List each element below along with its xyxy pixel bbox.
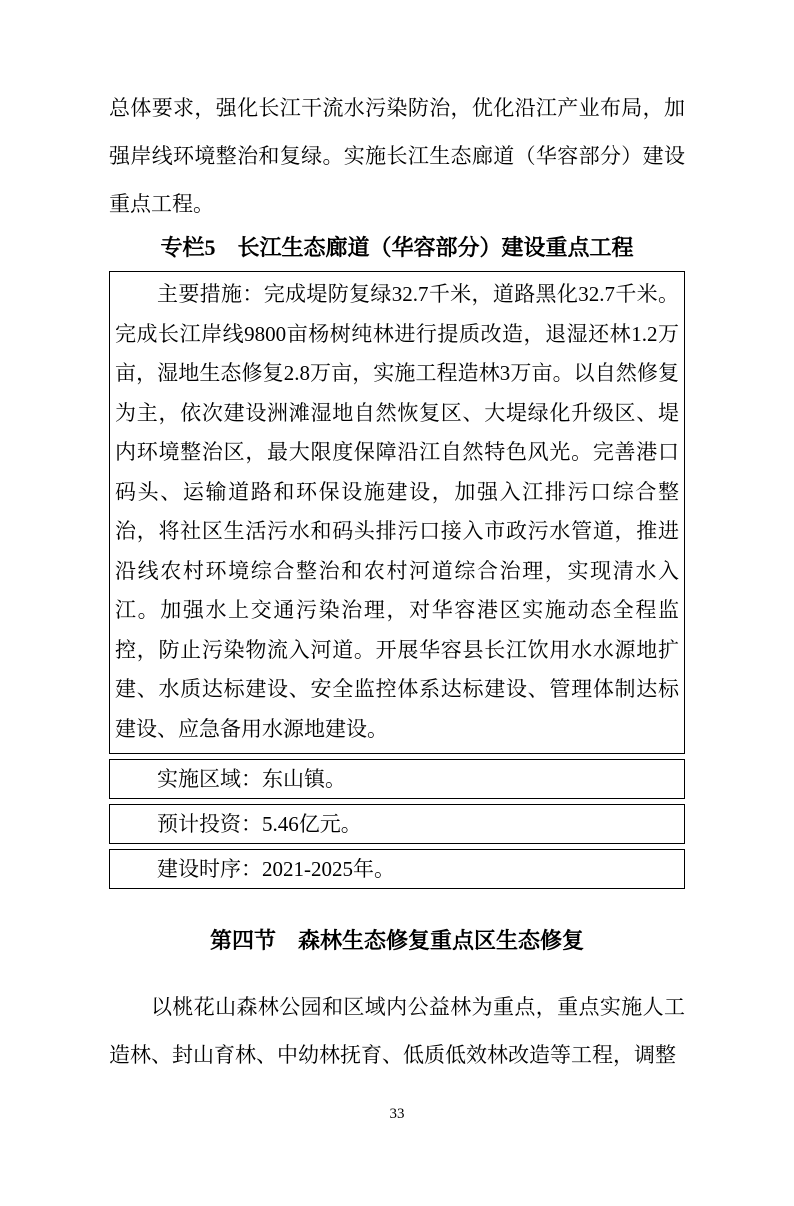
section-heading: 第四节 森林生态修复重点区生态修复 [209, 928, 584, 953]
page-number: 33 [389, 1106, 405, 1122]
main-measures-text: 主要措施：完成堤防复绿32.7千米，道路黑化32.7千米。完成长江岸线9800亩杨树纯林进行提质改造，退湿还林1.2万亩，湿地生态修复2.8万亩，实施工程造林3万亩。以自然修复为主，依次建设洲滩湿地自然恢复区、大堤绿化升级区、堤内环境整治区，最大限度保障沿江自然特色风光。完善港口码头、运输道路和环保设施建设，加强入江排污口综合整治，将社区生活污水和码头排污口接入市政污水管道，推进沿线农村环境综合整治和农村河道综合治理，实现清水入江。加强水上交通污染治理，对华容港区实施动态全程监控，防止污染物流入河道。开展华容县长江饮用水水源地扩建、水质达标建设、安全监控体系达标建设、管理体制达标建设、应急备用水源地建设。 [115, 282, 679, 741]
column-box-table [109, 271, 685, 889]
implementation-area-text: 实施区域：东山镇。 [157, 767, 346, 791]
construction-schedule-row [109, 849, 685, 889]
construction-schedule-text: 建设时序：2021-2025年。 [157, 857, 395, 881]
intro-paragraph: 总体要求，强化长江干流水污染防治，优化沿江产业布局，加强岸线环境整治和复绿。实施长江生态廊道（华容部分）建设重点工程。 [109, 96, 685, 216]
column-box-title: 专栏5 长江生态廊道（华容部分）建设重点工程 [160, 235, 634, 260]
closing-paragraph: 以桃花山森林公园和区域内公益林为重点，重点实施人工造林、封山育林、中幼林抚育、低质低效林改造等工程，调整 [109, 995, 685, 1067]
main-measures-cell [109, 271, 685, 754]
document-page [0, 84, 794, 1206]
estimated-investment-row [109, 804, 685, 844]
implementation-area-row [109, 759, 685, 799]
estimated-investment-text: 预计投资：5.46亿元。 [157, 812, 362, 836]
